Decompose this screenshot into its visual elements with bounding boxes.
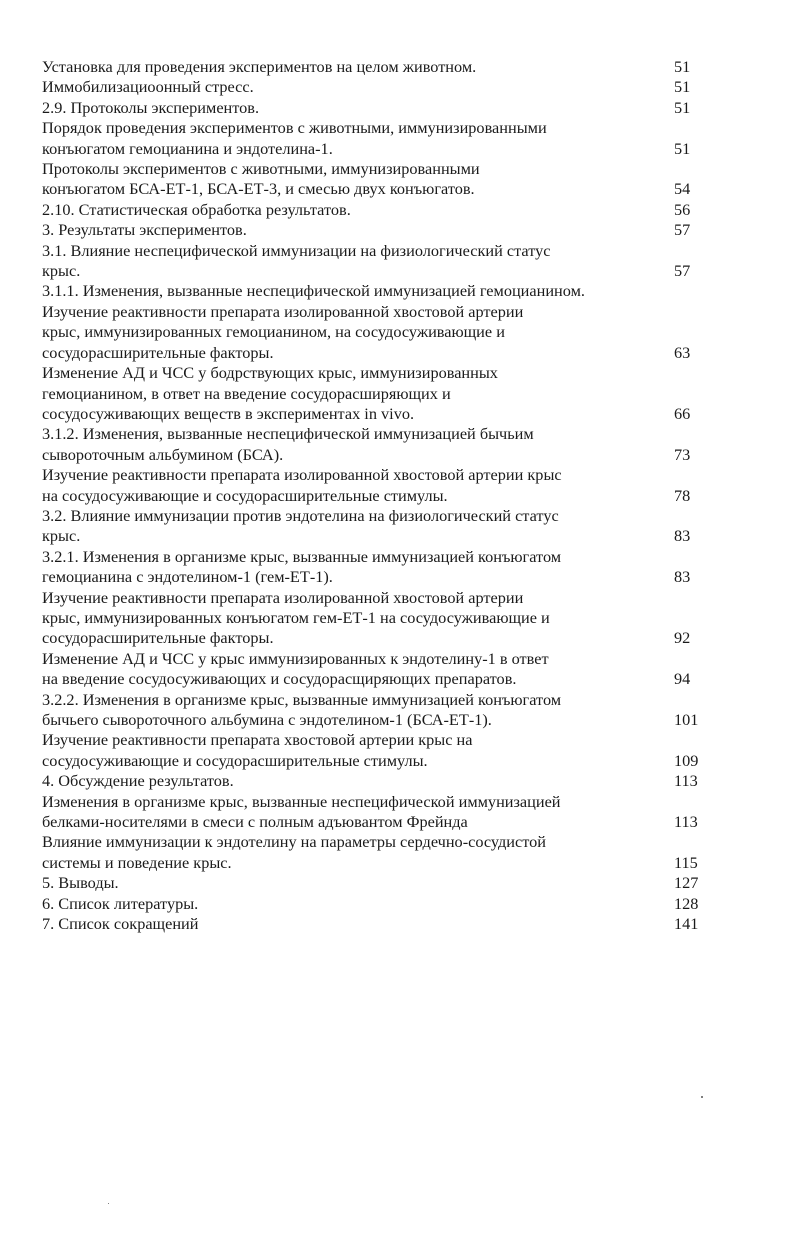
toc-entry-page-number: 73 [674, 444, 691, 464]
toc-entry-title-line: на сосудосуживающие и сосудорасширительные стимулы. [42, 485, 448, 505]
toc-entry-page-number: 78 [674, 485, 691, 505]
toc-entry [42, 302, 712, 363]
toc-entry-page-number: 66 [674, 403, 691, 423]
toc-entry-title-line: 3.1. Влияние неспецифической иммунизации на физиологический статус [42, 240, 551, 260]
toc-entry [42, 424, 712, 465]
toc-entry-title-line: 2.9. Протоколы экспериментов. [42, 97, 260, 117]
toc-entry [42, 118, 712, 159]
toc-entry-page-number: 51 [674, 138, 691, 158]
toc-entry-page-number: 54 [674, 179, 691, 199]
toc-entry-title-line: Изучение реактивности препарата изолированной хвостовой артерии [42, 587, 524, 607]
toc-entry-title-line: сосудорасширительные факторы. [42, 342, 274, 362]
toc-entry [42, 730, 712, 771]
toc-entry-title-line: сывороточным альбумином (БСА). [42, 444, 284, 464]
toc-entry [42, 547, 712, 588]
toc-entry [42, 200, 712, 220]
toc-entry-title-line: 2.10. Статистическая обработка результатов. [42, 199, 351, 219]
table-of-contents [42, 57, 712, 934]
toc-entry [42, 832, 712, 873]
toc-entry-title-line: 3.1.2. Изменения, вызванные неспецифической иммунизацией бычьим [42, 424, 534, 444]
toc-entry-title-line: сосудорасширительные факторы. [42, 628, 274, 648]
toc-entry-page-number: 109 [674, 750, 699, 770]
toc-entry-page-number: 51 [674, 57, 691, 76]
toc-entry-title-line: 7. Список сокращений [42, 914, 199, 934]
toc-entry [42, 914, 712, 934]
toc-entry-page-number: 94 [674, 669, 691, 689]
scan-speck [701, 1096, 703, 1098]
toc-entry-title-line: Изучение реактивности препарата изолированной хвостовой артерии [42, 301, 524, 321]
toc-entry-title-line: 3.1.1. Изменения, вызванные неспецифической иммунизацией гемоцианином. [42, 281, 585, 301]
toc-entry-page-number: 113 [674, 812, 698, 832]
toc-entry-title-line: Порядок проведения экспериментов с животными, иммунизированными [42, 118, 547, 138]
toc-entry [42, 241, 712, 282]
toc-entry-title-line: сосудосуживающие и сосудорасширительные стимулы. [42, 750, 428, 770]
toc-entry-title-line: крыс. [42, 526, 81, 546]
toc-entry [42, 57, 712, 77]
toc-entry [42, 588, 712, 649]
toc-entry-title-line: 6. Список литературы. [42, 893, 199, 913]
toc-entry [42, 77, 712, 97]
toc-entry-title-line: конъюгатом гемоцианина и эндотелина-1. [42, 138, 333, 158]
toc-entry-page-number: 141 [674, 914, 699, 934]
toc-entry [42, 465, 712, 506]
toc-entry-page-number: 115 [674, 852, 698, 872]
toc-entry-title-line: Изменение АД и ЧСС у бодрствующих крыс, иммунизированных [42, 363, 498, 383]
toc-entry-title-line: Изменение АД и ЧСС у крыс иммунизированных к эндотелину-1 в ответ [42, 648, 549, 668]
toc-entry-page-number: 57 [674, 261, 691, 281]
scan-speck [108, 1203, 109, 1204]
toc-entry-title-line: 4. Обсуждение результатов. [42, 771, 234, 791]
toc-entry [42, 873, 712, 893]
toc-entry-title-line: Влияние иммунизации к эндотелину на параметры сердечно-сосудистой [42, 832, 546, 852]
toc-entry [42, 649, 712, 690]
toc-entry-page-number: 92 [674, 628, 691, 648]
toc-entry [42, 98, 712, 118]
toc-entry-title-line: гемоцианина с эндотелином-1 (гем-ЕТ-1). [42, 567, 333, 587]
toc-entry-page-number: 83 [674, 567, 691, 587]
toc-entry [42, 792, 712, 833]
toc-entry-page-number: 113 [674, 771, 698, 791]
toc-entry-page-number: 57 [674, 220, 691, 240]
toc-entry [42, 220, 712, 240]
toc-entry-title-line: системы и поведение крыс. [42, 852, 232, 872]
toc-entry-title-line: гемоцианином, в ответ на введение сосудорасширяющих и [42, 383, 451, 403]
toc-entry-title-line: на введение сосудосуживающих и сосудорасщиряющих препаратов. [42, 669, 517, 689]
toc-entry-page-number: 101 [674, 710, 699, 729]
toc-entry-page-number: 51 [674, 77, 691, 97]
toc-entry-title-line: крыс, иммунизированных гемоцианином, на сосудосуживающие и [42, 322, 505, 342]
toc-entry-title-line: бычьего сывороточного альбумина с эндотелином-1 (БСА-ЕТ-1). [42, 710, 492, 729]
toc-entry-page-number: 63 [674, 342, 691, 362]
toc-entry-title-line: 3.2. Влияние иммунизации против эндотелина на физиологический статус [42, 505, 559, 525]
toc-entry [42, 363, 712, 424]
toc-entry [42, 159, 712, 200]
toc-entry-page-number: 56 [674, 199, 691, 219]
toc-entry-title-line: Изучение реактивности препарата хвостовой артерии крыс на [42, 730, 473, 750]
toc-entry-page-number: 128 [674, 893, 699, 913]
toc-entry-title-line: белками-носителями в смеси с полным адъювантом Фрейнда [42, 812, 468, 832]
toc-entry-title-line: 5. Выводы. [42, 873, 119, 893]
toc-entry-page-number: 127 [674, 873, 699, 893]
toc-entry-title-line: сосудосуживающих веществ в экспериментах in vivo. [42, 403, 415, 423]
toc-entry-title-line: конъюгатом БСА-ЕТ-1, БСА-ЕТ-3, и смесью двух конъюгатов. [42, 179, 475, 199]
toc-entry [42, 771, 712, 791]
toc-entry-title-line: 3. Результаты экспериментов. [42, 220, 247, 240]
toc-entry-title-line: Изучение реактивности препарата изолированной хвостовой артерии крыс [42, 465, 562, 485]
toc-entry-title-line: 3.2.1. Изменения в организме крыс, вызванные иммунизацией конъюгатом [42, 546, 562, 566]
toc-entry [42, 281, 712, 301]
toc-entry-title-line: Изменения в организме крыс, вызванные неспецифической иммунизацией [42, 791, 561, 811]
toc-entry-title-line: Иммобилизациoонный стресс. [42, 77, 254, 97]
toc-entry [42, 690, 712, 731]
toc-entry-title-line: Протоколы экспериментов с животными, иммунизированными [42, 159, 480, 179]
toc-entry-title-line: Установка для проведения экспериментов на целом животном. [42, 57, 477, 76]
toc-entry-title-line: 3.2.2. Изменения в организме крыс, вызванные иммунизацией конъюгатом [42, 689, 562, 709]
toc-entry [42, 894, 712, 914]
toc-entry [42, 506, 712, 547]
toc-entry-page-number: 83 [674, 526, 691, 546]
toc-entry-title-line: крыс. [42, 261, 81, 281]
toc-entry-title-line: крыс, иммунизированных конъюгатом гем-ЕТ-1 на сосудосуживающие и [42, 607, 550, 627]
toc-entry-page-number: 51 [674, 97, 691, 117]
